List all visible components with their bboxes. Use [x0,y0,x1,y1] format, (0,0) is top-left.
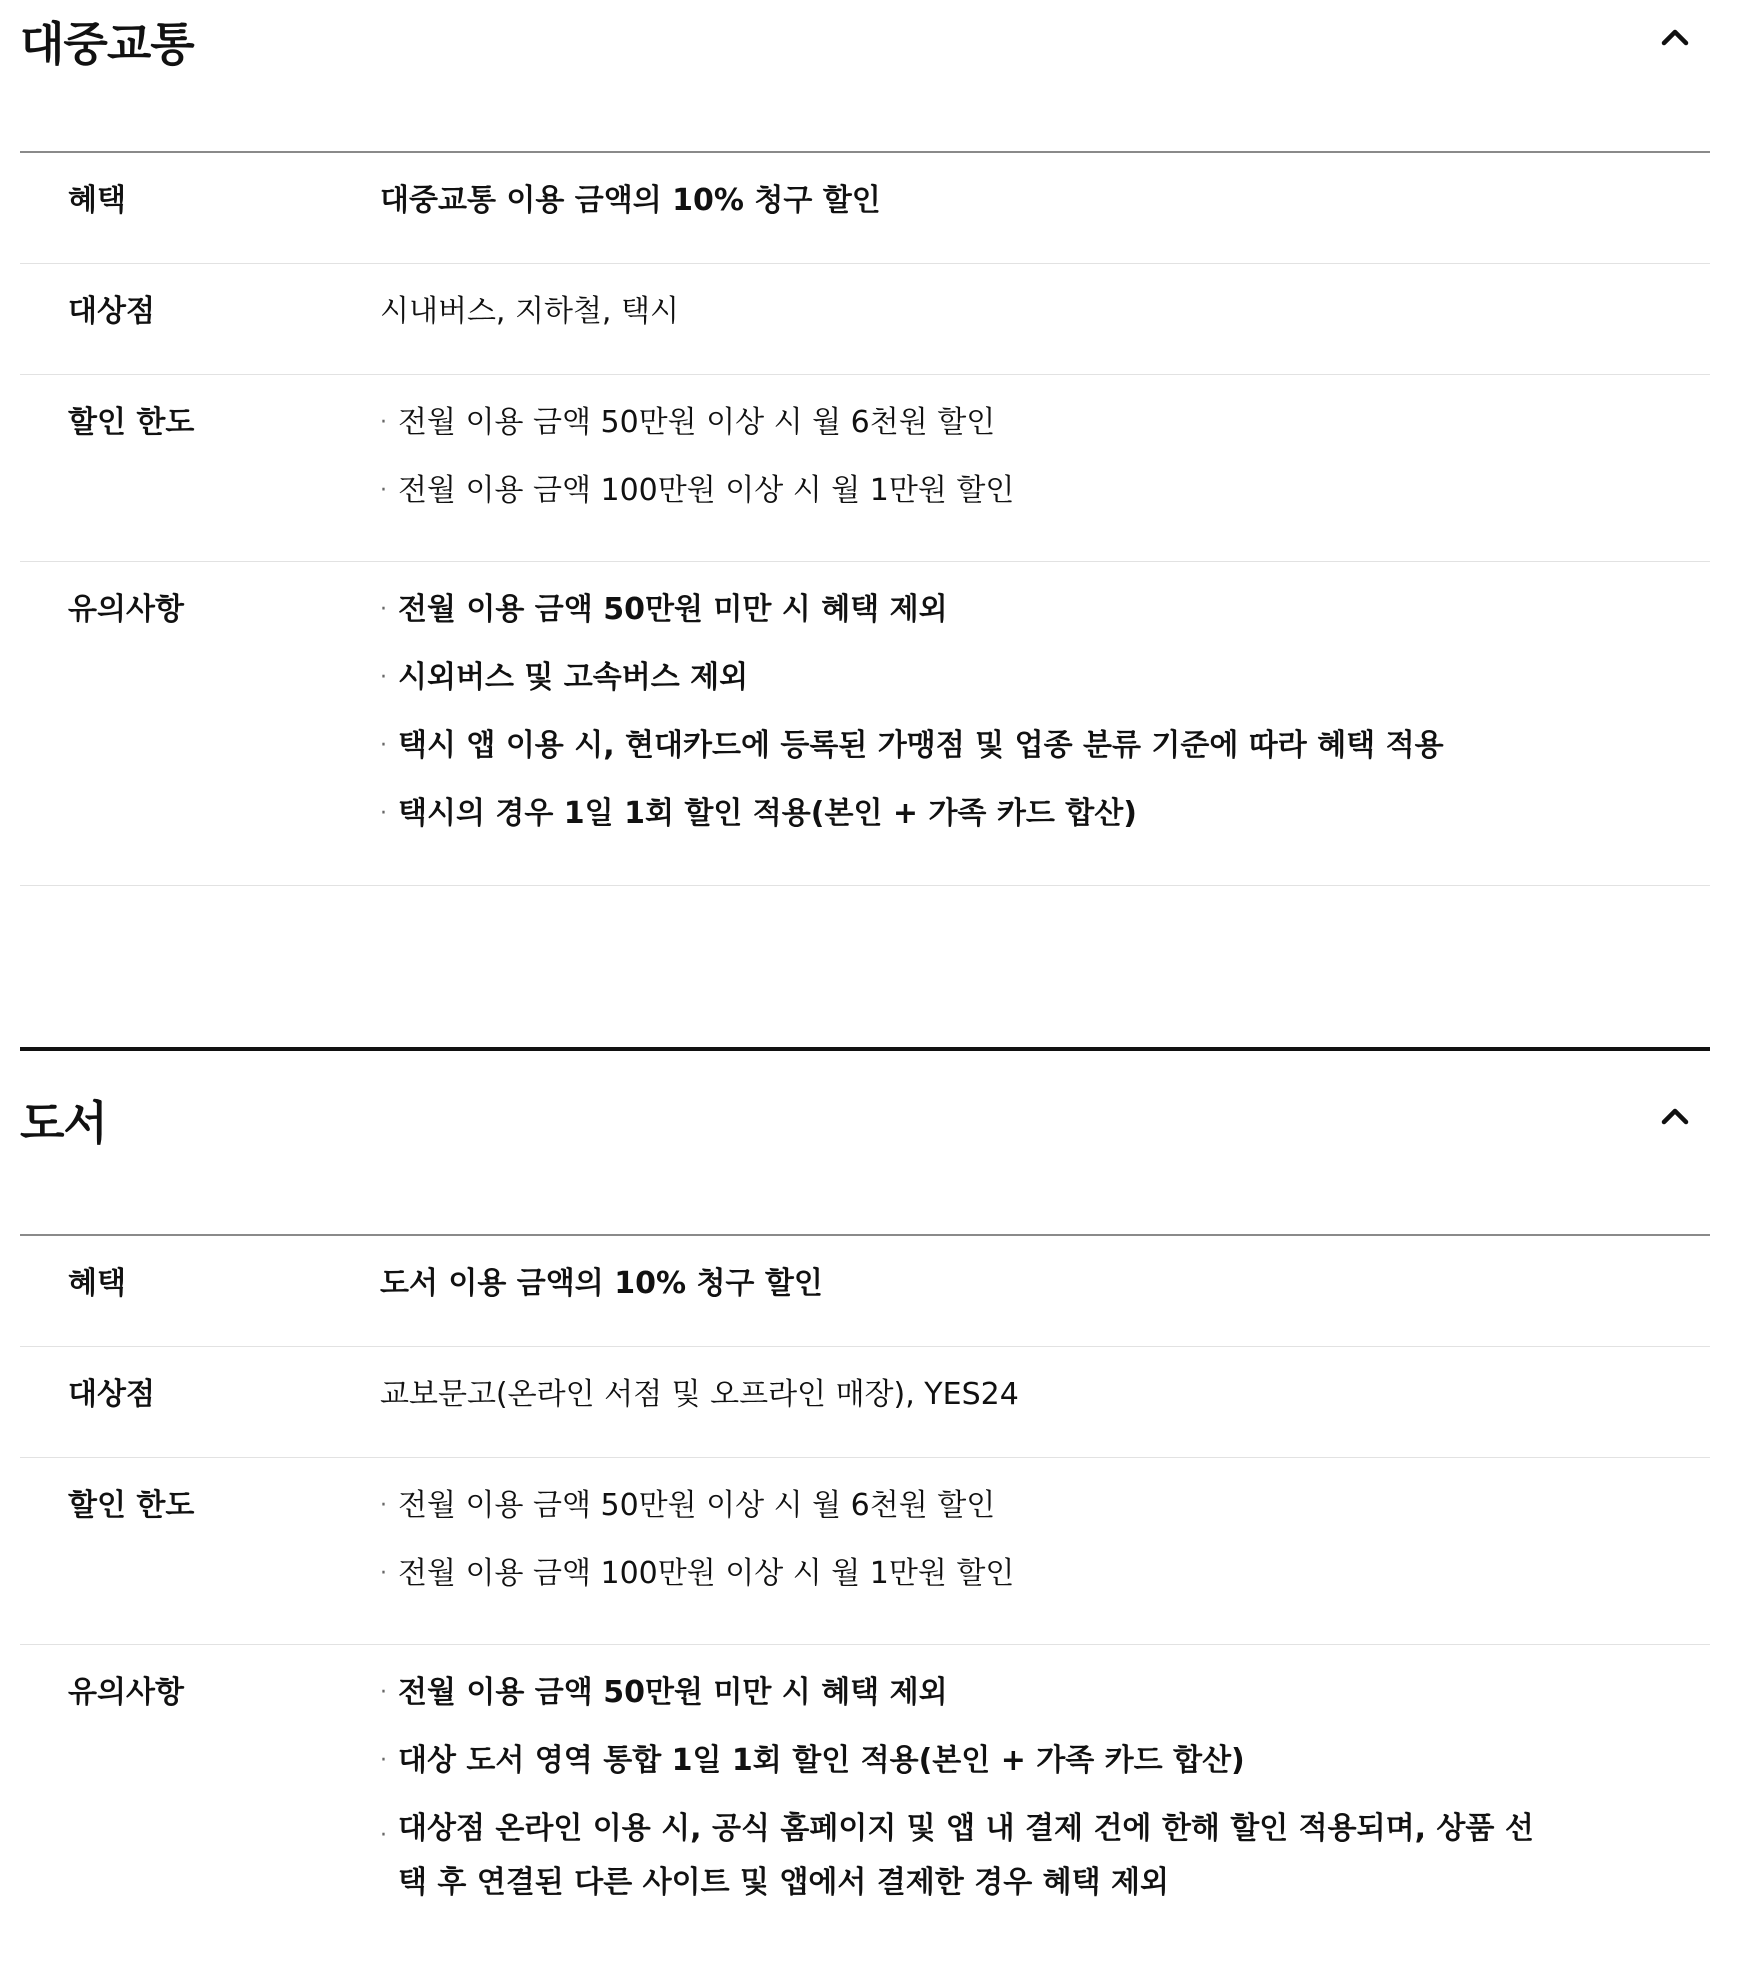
list-item: · 대상 도서 영역 통합 1일 1회 할인 적용(본인 + 가족 카드 합산) [380,1743,1245,1778]
list-item: · 시외버스 및 고속버스 제외 [380,660,749,695]
row-limit [20,1458,1710,1645]
row-value [380,1645,1710,1975]
limit-list [380,403,1710,511]
row-value [380,375,1710,561]
section-title: 도서 [20,1096,107,1150]
row-value [380,562,1710,885]
row-value: 대중교통 이용 금액의 10% 청구 할인 [380,183,881,218]
list-item: · 택시의 경우 1일 1회 할인 적용(본인 + 가족 카드 합산) [380,796,1137,831]
chevron-up-icon [1650,12,1700,62]
section-header[interactable] [20,0,1710,153]
row-notes [20,562,1710,886]
row-limit [20,375,1710,562]
row-label: 할인 한도 [68,1488,195,1523]
notes-list [380,590,1710,834]
notes-list [380,1673,1710,1910]
section-public-transport [20,0,1710,886]
row-target [20,264,1710,375]
row-value: 교보문고(온라인 서점 및 오프라인 매장), YES24 [380,1377,1019,1412]
row-benefit [20,1236,1710,1347]
list-item: · 전월 이용 금액 50만원 미만 시 혜택 제외 [380,592,948,627]
row-label: 혜택 [68,1266,126,1301]
row-target [20,1347,1710,1458]
row-value [380,1458,1710,1644]
row-label: 대상점 [68,1377,155,1412]
row-label: 혜택 [68,183,126,218]
row-value: 도서 이용 금액의 10% 청구 할인 [380,1266,823,1301]
collapse-button[interactable] [1650,1091,1700,1141]
list-item: · 전월 이용 금액 50만원 이상 시 월 6천원 할인 [380,405,996,440]
collapse-button[interactable] [1650,12,1700,62]
list-item: · 대상점 온라인 이용 시, 공식 홈페이지 및 앱 내 결제 건에 한해 할인 적용되며, 상품 선택 후 연결된 다른 사이트 및 앱에서 결제한 경우 혜택 제외 [380,1811,1534,1900]
section-header[interactable] [20,1051,1710,1236]
row-notes [20,1645,1710,1975]
list-item: · 전월 이용 금액 50만원 이상 시 월 6천원 할인 [380,1488,996,1523]
limit-list [380,1486,1710,1594]
row-label: 유의사항 [68,1675,184,1710]
row-label: 유의사항 [68,592,184,627]
list-item: · 전월 이용 금액 100만원 이상 시 월 1만원 할인 [380,1556,1015,1591]
section-title: 대중교통 [20,17,194,71]
row-benefit [20,153,1710,264]
row-label: 할인 한도 [68,405,195,440]
list-item: · 택시 앱 이용 시, 현대카드에 등록된 가맹점 및 업종 분류 기준에 따라 혜택 적용 [380,728,1444,763]
row-label: 대상점 [68,294,155,329]
list-item: · 전월 이용 금액 50만원 미만 시 혜택 제외 [380,1675,948,1710]
row-value: 시내버스, 지하철, 택시 [380,294,679,329]
section-books [20,1047,1710,1975]
list-item: · 전월 이용 금액 100만원 이상 시 월 1만원 할인 [380,473,1015,508]
chevron-up-icon [1650,1091,1700,1141]
